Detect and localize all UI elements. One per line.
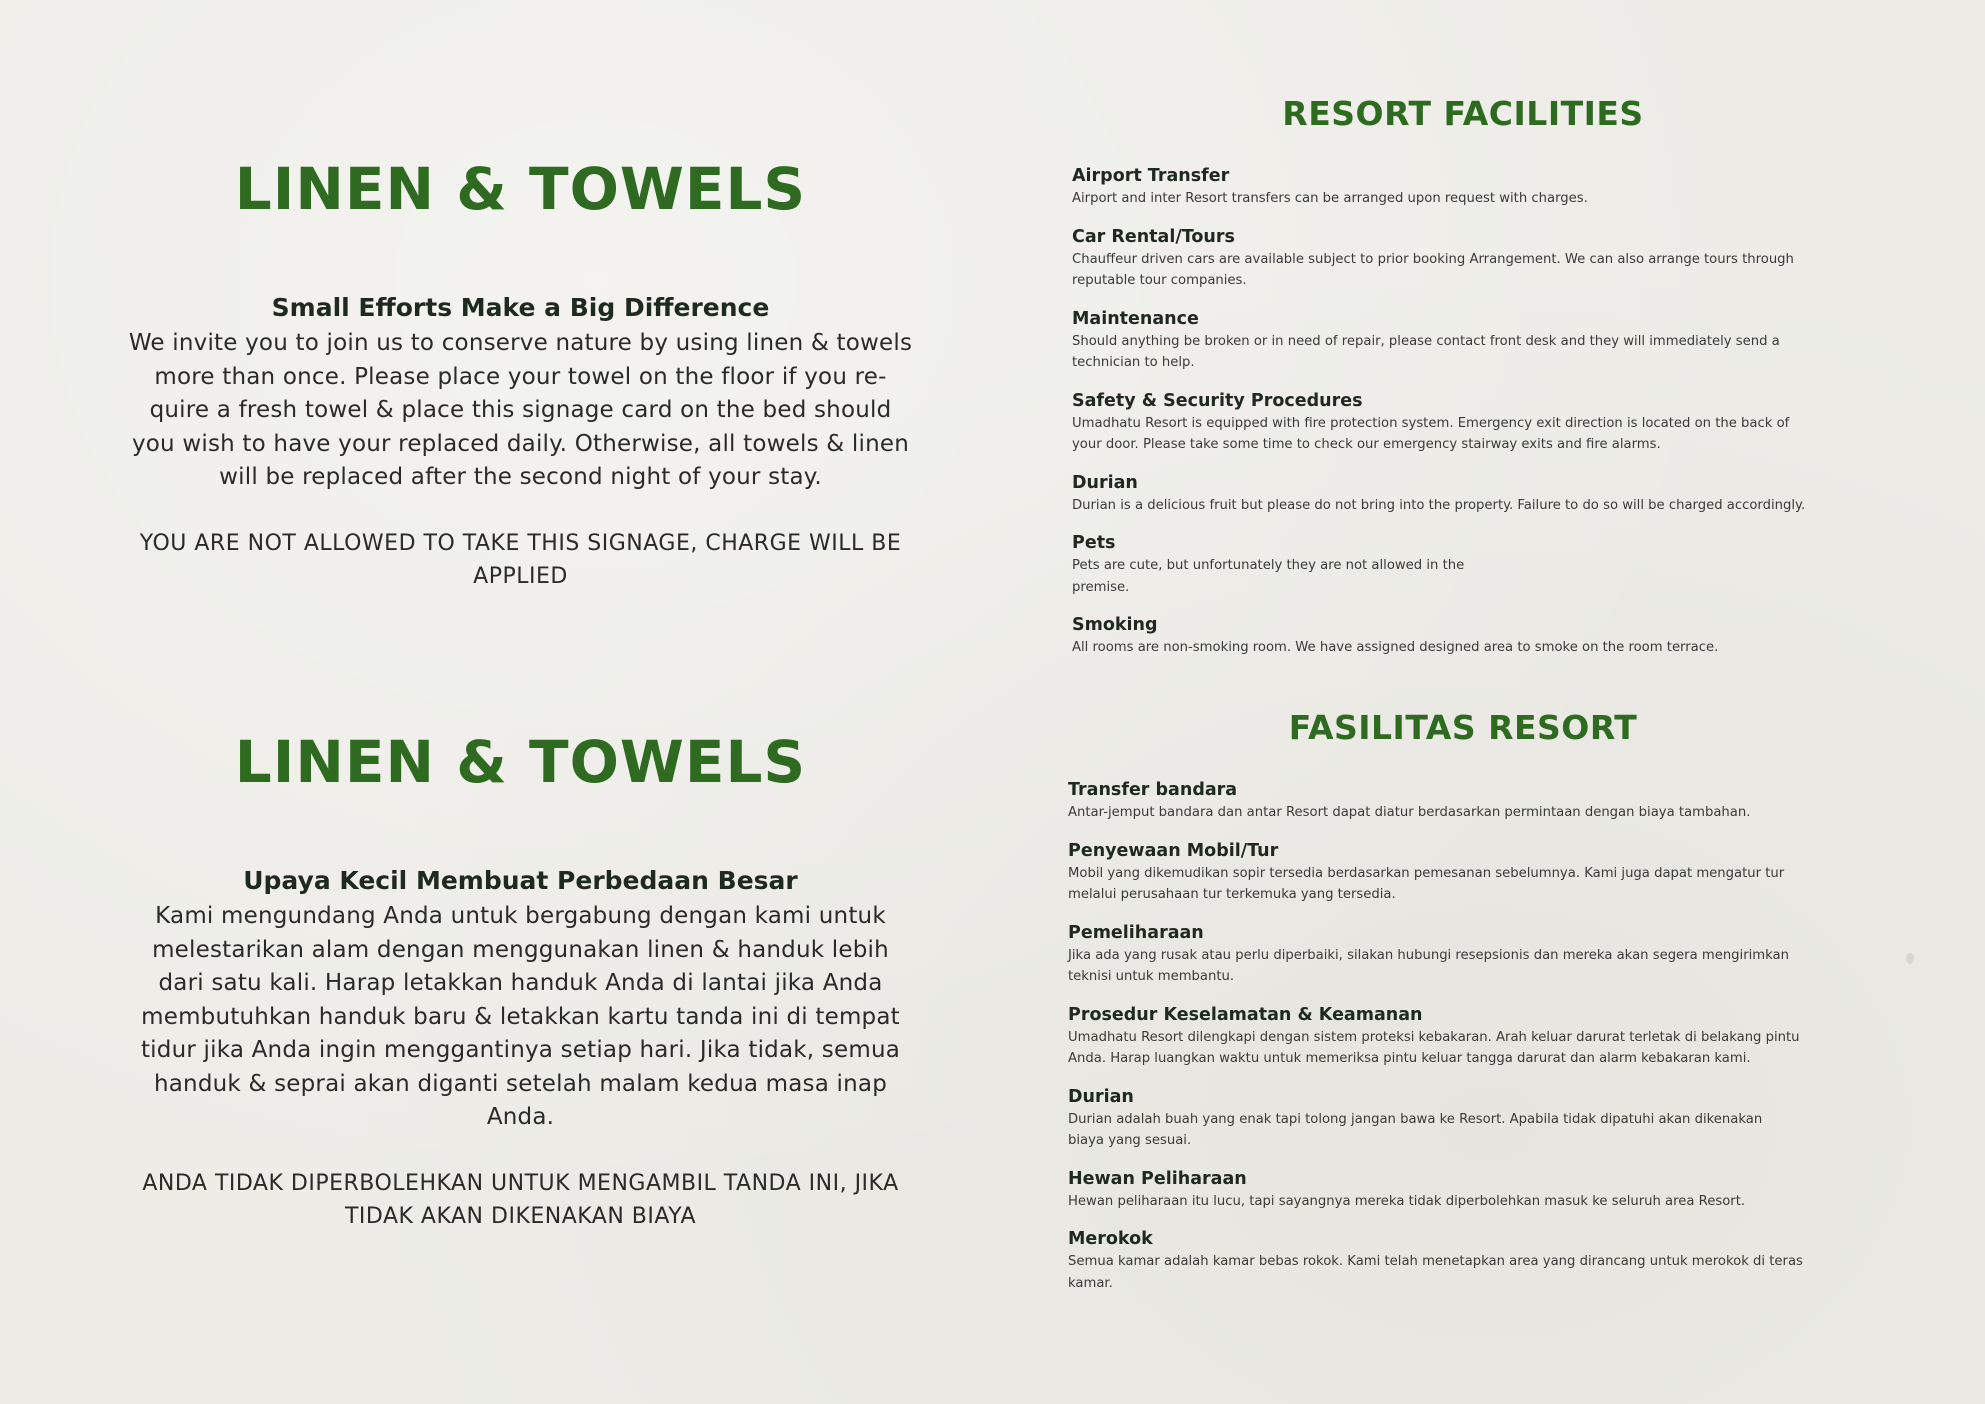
facility-desc-line: reputable tour companies. [1072, 273, 1247, 288]
facility-desc-line: your door. Please take some time to check our emergency stairway exits and fire alarms. [1072, 437, 1661, 452]
facility-desc-line: technician to help. [1072, 355, 1195, 370]
body-line: handuk & seprai akan diganti setelah malam kedua masa inap [153, 1070, 887, 1097]
facility-name: Pets [1072, 533, 1116, 553]
linen-notice-id [118, 1167, 923, 1233]
body-line: membutuhkan handuk baru & letakkan kartu tanda ini di tempat [141, 1003, 900, 1030]
facility-airport-transfer [1072, 164, 1862, 210]
facility-desc-line: Antar-jemput bandara dan antar Resort dapat diatur berdasarkan permintaan dengan biaya tambahan. [1068, 805, 1751, 820]
facility-prosedur-keselamatan [1068, 1003, 1858, 1070]
facility-desc-line: Anda. Harap luangkan waktu untuk memeriksa pintu keluar tangga darurat dan alarm kebakaran kami. [1068, 1051, 1751, 1066]
notice-line: YOU ARE NOT ALLOWED TO TAKE THIS SIGNAGE, CHARGE WILL BE [139, 531, 902, 556]
facilities-list-id [1068, 778, 1858, 1309]
body-line: you wish to have your replaced daily. Otherwise, all towels & linen [131, 430, 910, 457]
facility-transfer-bandara [1068, 778, 1858, 824]
linen-title-id: LINEN & TOWELS [234, 728, 807, 796]
body-line: will be replaced after the second night of your stay. [219, 464, 822, 490]
linen-body-en [118, 327, 923, 495]
facility-name: Car Rental/Tours [1072, 226, 1235, 247]
facility-desc-line: Durian is a delicious fruit but please do not bring into the property. Failure to do so will be charged accordingly. [1072, 497, 1806, 513]
linen-title-en: LINEN & TOWELS [234, 155, 807, 223]
notice-line: ANDA TIDAK DIPERBOLEHKAN UNTUK MENGAMBIL TANDA INI, JIKA [142, 1171, 899, 1196]
facility-desc-line: Chauffeur driven cars are available subject to prior booking Arrangement. We can also arrange tours through [1072, 251, 1794, 267]
facility-name: Maintenance [1072, 308, 1199, 329]
facility-desc-line: melalui perusahaan tur terkemuka yang tersedia. [1068, 887, 1396, 902]
facility-desc-line: Umadhatu Resort is equipped with fire protection system. Emergency exit direction is located on the back of [1072, 415, 1790, 431]
body-line: melestarikan alam dengan menggunakan linen & handuk lebih [152, 936, 889, 963]
facility-desc-line: Semua kamar adalah kamar bebas rokok. Kami telah menetapkan area yang dirancang untuk merokok di teras [1068, 1254, 1803, 1269]
body-line: more than once. Please place your towel on the floor if you re- [154, 363, 887, 390]
facility-desc-line: Durian adalah buah yang enak tapi tolong jangan bawa ke Resort. Apabila tidak dipatuhi akan dikenakan [1068, 1111, 1763, 1127]
facility-durian-id [1068, 1085, 1858, 1152]
facilities-title-id: FASILITAS RESORT [1288, 708, 1638, 747]
notice-line: TIDAK AKAN DIKENAKAN BIAYA [344, 1204, 697, 1229]
facility-desc-line: Should anything be broken or in need of repair, please contact front desk and they will immediately send a [1072, 333, 1780, 349]
facility-desc-line: Jika ada yang rusak atau perlu diperbaiki, silakan hubungi resepsionis dan mereka akan segera mengirimkan [1068, 947, 1789, 963]
facility-desc-line: Umadhatu Resort dilengkapi dengan sistem proteksi kebakaran. Arah keluar darurat terletak di belakang pintu [1068, 1029, 1800, 1045]
facility-name: Transfer bandara [1068, 780, 1238, 800]
facility-durian [1072, 471, 1862, 517]
facility-name: Penyewaan Mobil/Tur [1068, 840, 1279, 861]
facility-car-rental [1072, 225, 1862, 292]
facility-desc-line: Pets are cute, but unfortunately they are not allowed in the [1072, 558, 1465, 573]
linen-subtitle-en: Small Efforts Make a Big Difference [271, 293, 770, 322]
facility-pets [1072, 531, 1862, 598]
facility-name: Airport Transfer [1072, 166, 1230, 186]
facility-desc-line: biaya yang sesuai. [1068, 1133, 1192, 1148]
facility-penyewaan-mobil [1068, 839, 1858, 906]
facility-name: Durian [1072, 472, 1138, 493]
facility-name: Hewan Peliharaan [1068, 1168, 1247, 1189]
facility-name: Pemeliharaan [1068, 922, 1204, 943]
body-line: We invite you to join us to conserve nature by using linen & towels [128, 330, 913, 356]
linen-body-id [118, 900, 923, 1135]
facility-name: Durian [1068, 1086, 1134, 1107]
facility-safety-security [1072, 389, 1862, 456]
body-line: tidur jika Anda ingin menggantinya setiap hari. Jika tidak, semua [140, 1037, 901, 1063]
linen-notice-en [118, 527, 923, 593]
facilities-list-en [1072, 164, 1862, 674]
facility-desc-line: premise. [1072, 579, 1130, 595]
body-line: dari satu kali. Harap letakkan handuk Anda di lantai jika Anda [158, 970, 883, 996]
linen-subtitle-id: Upaya Kecil Membuat Perbedaan Besar [243, 866, 798, 895]
facility-pemeliharaan [1068, 921, 1858, 988]
facility-desc-line: Mobil yang dikemudikan sopir tersedia berdasarkan pemesanan sebelumnya. Kami juga dapat mengatur tur [1068, 865, 1785, 881]
body-line: Kami mengundang Anda untuk bergabung dengan kami untuk [155, 903, 886, 929]
paper-speck [1906, 953, 1914, 964]
facility-hewan-peliharaan [1068, 1167, 1858, 1213]
facility-merokok [1068, 1227, 1858, 1294]
facility-desc-line: Hewan peliharaan itu lucu, tapi sayangnya mereka tidak diperbolehkan masuk ke seluruh area Resort. [1068, 1193, 1746, 1209]
facility-smoking [1072, 613, 1862, 659]
facility-name: Merokok [1068, 1229, 1153, 1249]
body-line: Anda. [486, 1104, 555, 1130]
facility-desc-line: teknisi untuk membantu. [1068, 969, 1235, 984]
facility-name: Safety & Security Procedures [1072, 390, 1363, 411]
facility-desc-line: kamar. [1068, 1275, 1113, 1291]
body-line: quire a fresh towel & place this signage card on the bed should [149, 397, 892, 423]
notice-line: APPLIED [473, 564, 568, 589]
facility-maintenance [1072, 307, 1862, 374]
facility-desc-line: All rooms are non-smoking room. We have assigned designed area to smoke on the room terrace. [1072, 640, 1719, 655]
facilities-title-en: RESORT FACILITIES [1282, 94, 1644, 133]
facility-name: Smoking [1072, 615, 1158, 635]
facility-name: Prosedur Keselamatan & Keamanan [1068, 1004, 1423, 1025]
facility-desc-line: Airport and inter Resort transfers can be arranged upon request with charges. [1072, 191, 1588, 206]
